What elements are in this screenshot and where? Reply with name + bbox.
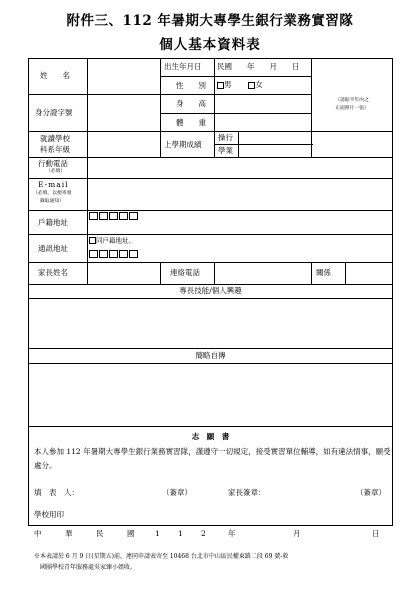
id-number-label: 身分證字號 <box>35 108 73 117</box>
school-seal-label: 學校用印 <box>34 510 64 519</box>
same-address-checkbox[interactable] <box>89 237 96 244</box>
pledge-body: 本人參加 112 年暑期大專學生銀行業務實習隊，謹遵守一切規定，接受實習單位輔導，如有違法情事，願受處分。 <box>34 447 391 470</box>
document-title: 附件三、112 年暑期大專學生銀行業務實習隊 <box>66 13 354 29</box>
row-line <box>28 363 393 364</box>
registered-address-label: 戶籍地址 <box>38 218 68 227</box>
document-subtitle: 個人基本資料表 <box>159 37 261 53</box>
same-address-option <box>89 237 135 244</box>
skills-label: 專長技能/個人興趣 <box>179 286 242 295</box>
row-line <box>28 234 393 235</box>
email-note-1: （必填，以便寄發 <box>33 191 72 196</box>
email-note-2: 錄取通知） <box>40 199 64 204</box>
gender-male-label: 男 <box>224 80 232 89</box>
date-char: 年 <box>228 529 236 538</box>
date-char: 月 <box>293 529 301 538</box>
row-line <box>160 76 311 77</box>
row-line <box>28 262 393 263</box>
date-char: 2 <box>201 529 206 538</box>
row-line <box>28 178 393 179</box>
col-line <box>214 262 215 284</box>
table-bottom-border <box>28 525 393 526</box>
row-line <box>160 113 311 114</box>
row-line <box>28 131 393 132</box>
weight-label: 體 重 <box>176 118 206 127</box>
same-address-text: 同戶籍地址。 <box>96 236 135 245</box>
name-label: 姓 名 <box>40 71 70 80</box>
pledge-heading: 志 願 書 <box>191 432 230 441</box>
col-line <box>214 58 215 157</box>
email-label: E-mail <box>38 180 69 189</box>
col-line <box>160 262 161 284</box>
photo-note-1: （請貼半年內之 <box>335 98 369 103</box>
grades-label: 上學期成績 <box>164 140 202 149</box>
mailing-postal-code-boxes[interactable] <box>89 250 138 258</box>
col-line <box>160 58 161 157</box>
mobile-label: 行動電話 <box>38 159 68 168</box>
date-char: 民 <box>96 529 104 538</box>
date-char: 1 <box>178 529 183 538</box>
row-line <box>28 348 393 349</box>
row-line <box>28 157 393 158</box>
relation-label: 關係 <box>316 268 331 277</box>
parent-name-label: 家長姓名 <box>38 268 68 277</box>
row-line <box>28 94 311 95</box>
birthdate-value: 民國 年 月 日 <box>217 62 300 71</box>
gender-male-checkbox[interactable] <box>217 82 224 89</box>
mobile-note: （必填） <box>46 169 66 174</box>
date-char: 華 <box>65 529 73 538</box>
birthdate-label: 出生年月日 <box>164 62 202 71</box>
academic-label: 學業 <box>218 146 233 155</box>
date-char: 國 <box>127 529 135 538</box>
row-line <box>28 298 393 299</box>
row-line <box>214 144 313 145</box>
conduct-label: 操行 <box>218 133 233 142</box>
gender-female-label: 女 <box>255 80 263 89</box>
col-line <box>87 58 88 284</box>
contact-phone-label: 連絡電話 <box>170 268 200 277</box>
row-line <box>28 210 393 211</box>
gender-label: 性 別 <box>176 81 206 90</box>
parent-sign-label: 家長簽章： <box>228 488 266 497</box>
row-line <box>28 284 393 285</box>
autobiography-label: 簡略自傳 <box>195 351 226 360</box>
col-line <box>238 131 239 157</box>
footnote-line-1: ※本表請於 6 月 9 日(星期五)前，連同申請表寄至 10468 台北市中山區民權東路二段 69 號-救 <box>34 553 289 560</box>
gender-options <box>217 81 263 89</box>
col-line <box>311 262 312 284</box>
signer-label: 填 表 人： <box>34 488 79 497</box>
date-char: 中 <box>34 529 42 538</box>
date-char: 日 <box>372 529 380 538</box>
parent-sign: （簽章） <box>356 488 386 497</box>
row-line <box>28 426 393 427</box>
height-label: 身 高 <box>176 99 206 108</box>
date-char: 1 <box>155 529 160 538</box>
col-line <box>345 262 346 284</box>
footnote-line-2: 國團學校青年服務處吳家臻小姐收。 <box>40 564 137 571</box>
registered-postal-code-boxes[interactable] <box>89 212 138 220</box>
school-label-2: 科系年級 <box>40 145 70 154</box>
table-top-border <box>28 58 393 59</box>
mailing-address-label: 通訊地址 <box>38 244 68 253</box>
signer-sign: （簽章） <box>162 488 192 497</box>
school-label-1: 就讀學校 <box>40 134 70 143</box>
photo-note-2: 正面照片一張） <box>335 106 369 111</box>
